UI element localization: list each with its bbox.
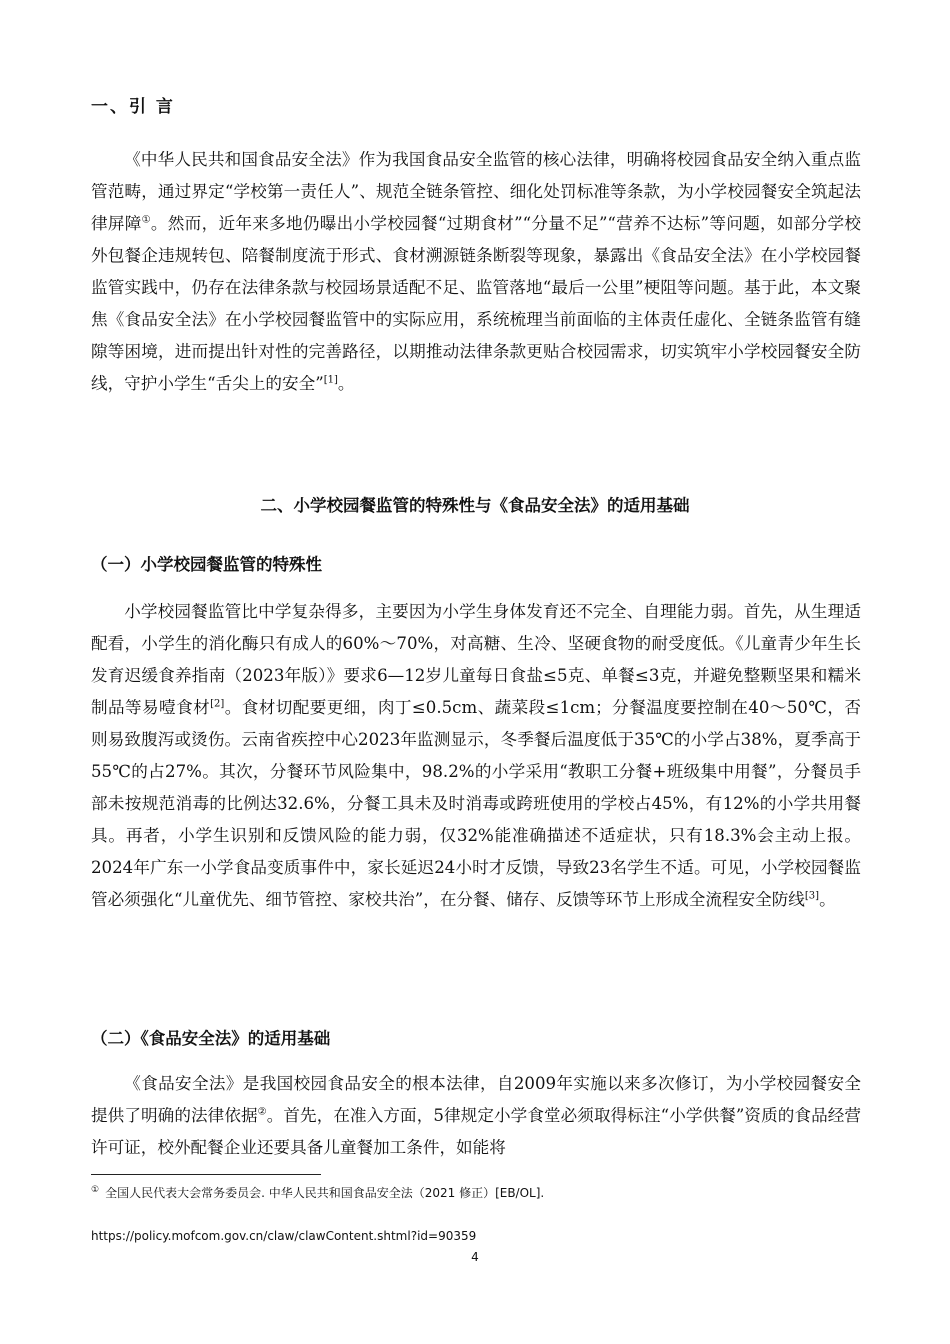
intro-text-2: 。然而，近年来多地仍曝出小学校园餐“过期食材”“分量不足”“营养不达标”等问题，如部分学校外包餐企违规转包、陪餐制度流于形式、食材溯源链条断裂等现象，暴露出《食品安全法》在小学校园餐监管实践中，仍存在法律条款与校园场景适配不足、监管落地“最后一公里”梗阻等问题。基于此，本文聚焦《食品安全法》在小学校园餐监管中的实际应用，系统梳理当前面临的主体责任虚化、全链条监管有缝隙等困境，进而提出针对性的完善路径，以期推动法律条款更贴合校园需求，切实筑牢小学校园餐安全防线，守护小学生“舌尖上的安全” — [91, 214, 862, 393]
sub2-text-2: 。首先，在准入方面，5律规定小学食堂必须取得标注“小学供餐”资质的食品经营许可证，校外配餐企业还要具备儿童餐加工条件，如能将 — [91, 1106, 861, 1157]
sub2-text-1: 《食品安全法》是我国校园食品安全的根本法律，自2009年实施以来多次修订，为小学校园餐安全提供了明确的法律依据 — [91, 1074, 861, 1125]
subsection-2-heading: （二）《食品安全法》的适用基础 — [91, 1029, 331, 1048]
footnote-text: 全国人民代表大会常务委员会. 中华人民共和国食品安全法（2021 修正）[EB/OL]. — [105, 1186, 545, 1200]
subsection-1-heading: （一）小学校园餐监管的特殊性 — [91, 555, 322, 574]
footnote — [91, 1184, 544, 1201]
section-2-heading: 二、小学校园餐监管的特殊性与《食品安全法》的适用基础 — [260, 496, 690, 515]
page-number: 4 — [471, 1250, 479, 1264]
subsection-2-paragraph — [91, 1068, 861, 1164]
footnote-url[interactable]: https://policy.mofcom.gov.cn/claw/clawContent.shtml?id=90359 — [91, 1229, 477, 1243]
sub1-text-1: 小学校园餐监管比中学复杂得多，主要因为小学生身体发育还不完全、自理能力弱。首先，从生理适配看，小学生的消化酶只有成人的60%～70%，对高糖、生冷、坚硬食物的耐受度低。《儿童青少年生长发育迟缓食养指南（2023年版）》要求6—12岁儿童每日食盐≤5克、单餐≤3克，并避免整颗坚果和糯米制品等易噎食材 — [91, 602, 861, 717]
subsection-1-paragraph — [91, 596, 861, 916]
sub1-text-2: 。食材切配要更细，肉丁≤0.5cm、蔬菜段≤1cm；分餐温度要控制在40～50℃，否则易致腹泻或烫伤。云南省疾控中心2023年监测显示，冬季餐后温度低于35℃的小学占38%，夏季高于55℃的占27%。其次，分餐环节风险集中，98.2%的小学采用“教职工分餐+班级集中用餐”，分餐员手部未按规范消毒的比例达32.6%，分餐工具未及时消毒或跨班使用的学校占45%，有12%的小学共用餐具。再者，小学生识别和反馈风险的能力弱，仅32%能准确描述不适症状，只有18.3%会主动上报。2024年广东一小学食品变质事件中，家长延迟24小时才反馈，导致23名学生不适。可见，小学校园餐监管必须强化“儿童优先、细节管控、家校共治”，在分餐、储存、反馈等环节上形成全流程安全防线 — [91, 698, 861, 909]
introduction-paragraph — [91, 144, 861, 400]
footnote-mark: ① — [91, 1185, 100, 1195]
citation-ref-3[interactable]: [3] — [804, 890, 820, 902]
footnote-divider — [91, 1174, 321, 1175]
footnote-ref-1[interactable]: ① — [141, 214, 151, 226]
sub1-text-3: 。 — [819, 890, 836, 909]
footnote-ref-2[interactable]: ② — [257, 1106, 267, 1118]
section-1-heading: 一、引 言 — [91, 97, 175, 117]
intro-text-3: 。 — [337, 374, 355, 393]
citation-ref-2[interactable]: [2] — [210, 698, 225, 710]
citation-ref-1[interactable]: [1] — [323, 374, 338, 386]
intro-text-1: 《中华人民共和国食品安全法》作为我国食品安全监管的核心法律，明确将校园食品安全纳入重点监管范畴，通过界定“学校第一责任人”、规范全链条管控、细化处罚标准等条款，为小学校园餐安全筑起法律屏障 — [91, 150, 861, 233]
